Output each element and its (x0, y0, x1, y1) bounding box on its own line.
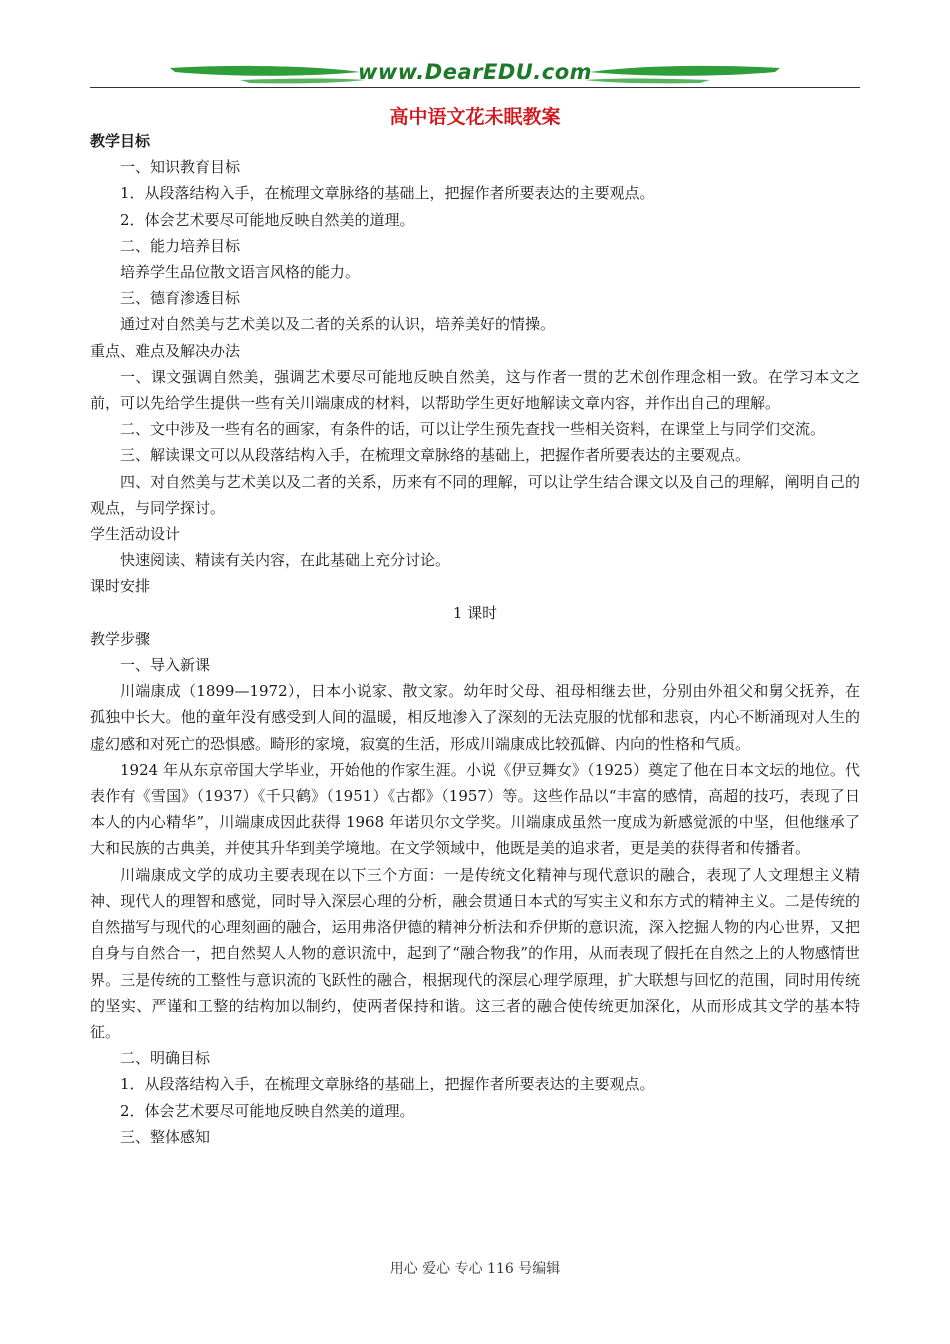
document-title: 高中语文花未眠教案 (389, 106, 561, 128)
paragraph: 三、整体感知 (120, 1127, 211, 1146)
page-footer: 用心 爱心 专心 116 号编辑 (389, 1261, 561, 1277)
paragraph: 快速阅读、精读有关内容，在此基础上充分讨论。 (120, 551, 451, 570)
paragraph: 一、导入新课 (120, 656, 211, 675)
paragraph: 三、解读课文可以从段落结构入手，在梳理文章脉络的基础上，把握作者所要表达的主要观点。 (120, 446, 751, 465)
paragraph: 一、课文强调自然美，强调艺术要尽可能地反映自然美，这与作者一贯的艺术创作理念相一致。在学习本文之前，可以先给学生提供一些有关川端康成的材料，以帮助学生更好地解读文章内容，并作出自己的理解。 (90, 367, 860, 413)
paragraph: 二、文中涉及一些有名的画家，有条件的话，可以让学生预先查找一些相关资料，在课堂上与同学们交流。 (120, 420, 826, 439)
paragraph: 学生活动设计 (90, 525, 181, 544)
paragraph: 2．体会艺术要尽可能地反映自然美的道理。 (120, 210, 415, 229)
paragraph: 1 课时 (452, 603, 498, 622)
paragraph: 1．从段落结构入手，在梳理文章脉络的基础上，把握作者所要表达的主要观点。 (120, 1075, 655, 1094)
document-body (90, 128, 860, 1150)
paragraph: 1．从段落结构入手，在梳理文章脉络的基础上，把握作者所要表达的主要观点。 (120, 184, 655, 203)
paragraph: 1924 年从东京帝国大学毕业，开始他的作家生涯。小说《伊豆舞女》（1925）奠定了他在日本文坛的地位。代表作有《雪国》（1937）《千只鹤》（1951）《古都》（1957）等。这些作品以“丰富的感情，高超的技巧，表现了日本人的内心精华”，川端康成因此获得 1968 年诺贝尔文学奖。川端康成虽然一度成为新感觉派的中坚，但他继承了大和民族的古典美，并使其升华到美学境地。在文学领域中，他既是美的追求者，更是美的获得者和传播者。 (90, 760, 860, 858)
header-rule (90, 87, 860, 88)
paragraph: 川端康成（1899—1972），日本小说家、散文家。幼年时父母、祖母相继去世，分别由外祖父和舅父抚养，在孤独中长大。他的童年没有感受到人间的温暖，相反地渗入了深刻的无法克服的忧郁和悲哀，内心不断涌现对人生的虚幻感和对死亡的恐惧感。畸形的家境，寂寞的生活，形成川端康成比较孤僻、内向的性格和气质。 (90, 682, 860, 753)
paragraph: 教学步骤 (90, 629, 151, 648)
paragraph: 四、对自然美与艺术美以及二者的关系，历来有不同的理解，可以让学生结合课文以及自己的理解，阐明自己的观点，与同学探讨。 (90, 472, 860, 517)
paragraph: 教学目标 (90, 132, 151, 150)
site-header-logo (90, 58, 860, 94)
paragraph: 一、知识教育目标 (120, 158, 241, 177)
paragraph: 二、能力培养目标 (120, 236, 241, 255)
site-url-text: www.DearEDU.com (357, 60, 593, 84)
paragraph: 二、明确目标 (120, 1049, 211, 1068)
paragraph: 重点、难点及解决办法 (90, 341, 241, 360)
paragraph: 2．体会艺术要尽可能地反映自然美的道理。 (120, 1101, 415, 1120)
paragraph: 通过对自然美与艺术美以及二者的关系的认识，培养美好的情操。 (120, 315, 556, 334)
paragraph: 课时安排 (90, 577, 151, 596)
paragraph: 培养学生品位散文语言风格的能力。 (120, 263, 361, 282)
paragraph: 三、德育渗透目标 (120, 289, 241, 308)
paragraph: 川端康成文学的成功主要表现在以下三个方面：一是传统文化精神与现代意识的融合，表现了人文理想主义精神、现代人的理智和感觉，同时导入深层心理的分析，融会贯通日本式的写实主义和东方式的精神主义。二是传统的自然描写与现代的心理刻画的融合，运用弗洛伊德的精神分析法和乔伊斯的意识流，深入挖掘人物的内心世界，又把自身与自然合一，把自然契人人物的意识流中，起到了“融合物我”的作用，从而表现了假托在自然之上的人物感情世界。三是传统的工整性与意识流的飞跃性的融合，根据现代的深层心理学原理，扩大联想与回忆的范围，同时用传统的坚实、严谨和工整的结构加以制约，使两者保持和谐。这三者的融合使传统更加深化，从而形成其文学的基本特征。 (90, 865, 860, 1041)
